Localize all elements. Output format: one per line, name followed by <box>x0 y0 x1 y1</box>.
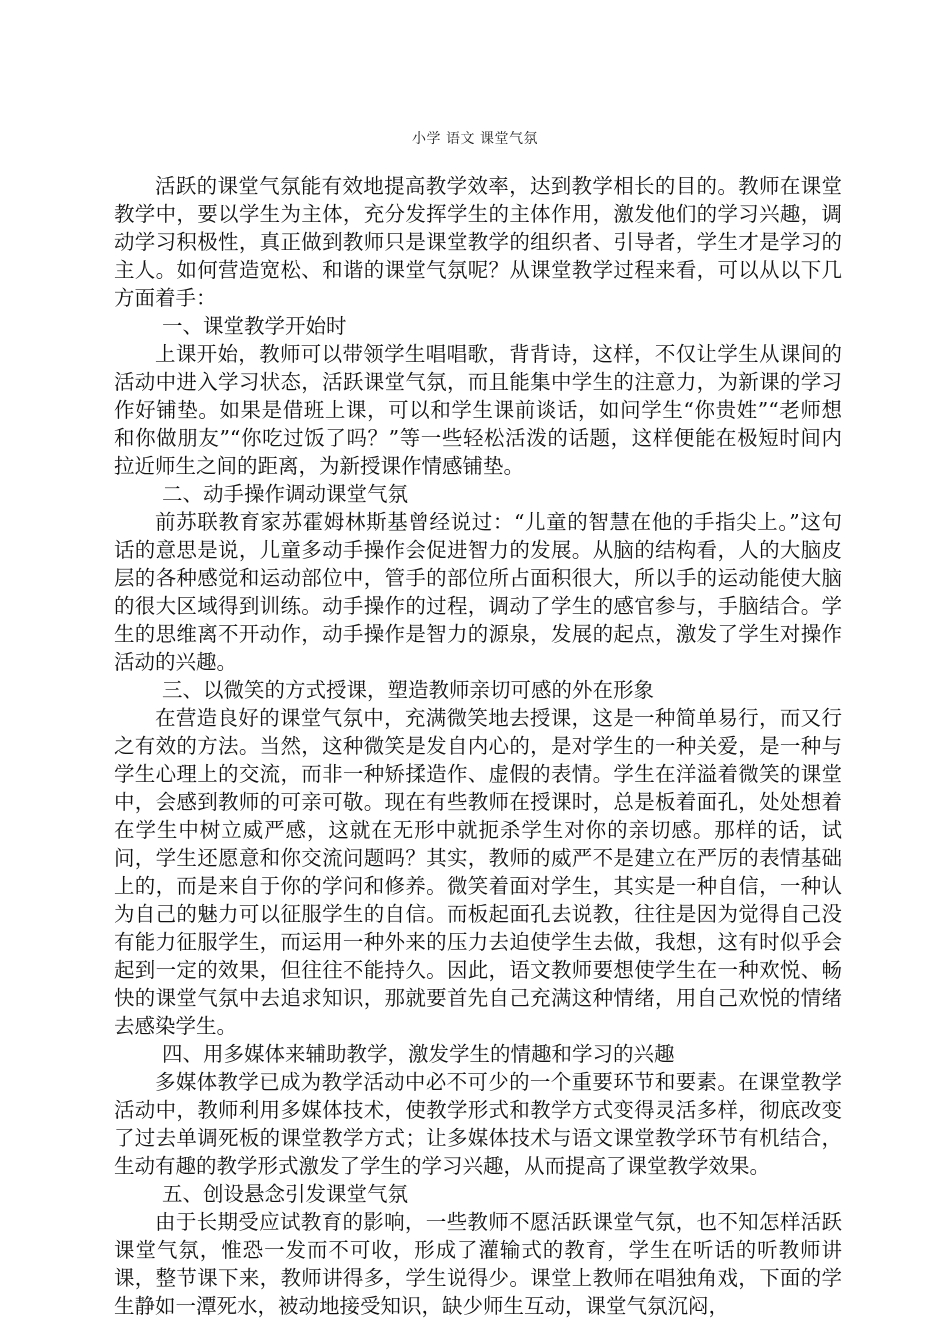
section-paragraph-3: 在营造良好的课堂气氛中，充满微笑地去授课，这是一种简单易行，而又行之有效的方法。当然，这种微笑是发自内心的，是对学生的一种关爱，是一种与学生心理上的交流，而非一种矫揉造作、虚假的表情。学生在洋溢着微笑的课堂中，会感到教师的可亲可敬。现在有些教师在授课时，总是板着面孔，处处想着在学生中树立威严感，这就在无形中就扼杀学生对你的亲切感。那样的话，试问，学生还愿意和你交流问题吗？其实，教师的威严不是建立在严厉的表情基础上的，而是来自于你的学问和修养。微笑着面对学生，其实是一种自信，一种认为自己的魅力可以征服学生的自信。而板起面孔去说教，往往是因为觉得自己没有能力征服学生，而运用一种外来的压力去迫使学生去做，我想，这有时似乎会起到一定的效果，但往往不能持久。因此，语文教师要想使学生在一种欢悦、畅快的课堂气氛中去追求知识，那就要首先自己充满这种情绪，用自己欢悦的情绪去感染学生。 <box>114 706 842 1038</box>
section-paragraph-2: 前苏联教育家苏霍姆林斯基曾经说过：“儿童的智慧在他的手指尖上。”这句话的意思是说，儿童多动手操作会促进智力的发展。从脑的结构看，人的大脑皮层的各种感觉和运动部位中，管手的部位所占面积很大，所以手的运动能使大脑的很大区域得到训练。动手操作的过程，调动了学生的感官参与，手脑结合。学生的思维离不开动作，动手操作是智力的源泉，发展的起点，激发了学生对操作活动的兴趣。 <box>114 510 842 674</box>
document-body <box>114 172 842 1320</box>
intro-paragraph: 活跃的课堂气氛能有效地提高教学效率，达到教学相长的目的。教师在课堂教学中，要以学生为主体，充分发挥学生的主体作用，激发他们的学习兴趣，调动学习积极性，真正做到教师只是课堂教学的组织者、引导者，学生才是学习的主人。如何营造宽松、和谐的课堂气氛呢？从课堂教学过程来看，可以从以下几方面着手： <box>114 174 842 310</box>
document-title: 小学 语文 课堂气氛 <box>412 131 538 147</box>
section-heading-5: 五、创设悬念引发课堂气氛 <box>162 1182 408 1206</box>
section-paragraph-4: 多媒体教学已成为教学活动中必不可少的一个重要环节和要素。在课堂教学活动中，教师利用多媒体技术，使教学形式和教学方式变得灵活多样，彻底改变了过去单调死板的课堂教学方式；让多媒体技术与语文课堂教学环节有机结合，生动有趣的教学形式激发了学生的学习兴趣，从而提高了课堂教学效果。 <box>114 1070 842 1178</box>
section-heading-3: 三、以微笑的方式授课，塑造教师亲切可感的外在形象 <box>162 678 654 702</box>
section-heading-2: 二、动手操作调动课堂气氛 <box>162 482 408 506</box>
section-heading-4: 四、用多媒体来辅助教学，激发学生的情趣和学习的兴趣 <box>162 1042 675 1066</box>
section-heading-1: 一、课堂教学开始时 <box>162 314 347 338</box>
section-paragraph-1: 上课开始，教师可以带领学生唱唱歌，背背诗，这样，不仅让学生从课间的活动中进入学习状态，活跃课堂气氛，而且能集中学生的注意力，为新课的学习作好铺垫。如果是借班上课，可以和学生课前谈话，如问学生“你贵姓”“老师想和你做朋友”“你吃过饭了吗？”等一些轻松活泼的话题，这样便能在极短时间内拉近师生之间的距离，为新授课作情感铺垫。 <box>114 342 842 478</box>
section-paragraph-5: 由于长期受应试教育的影响，一些教师不愿活跃课堂气氛，也不知怎样活跃课堂气氛，惟恐一发而不可收，形成了灌输式的教育，学生在听话的听教师讲课，整节课下来，教师讲得多，学生说得少。课堂上教师在唱独角戏，下面的学生静如一潭死水，被动地接受知识，缺少师生互动，课堂气氛沉闷， <box>114 1210 842 1318</box>
